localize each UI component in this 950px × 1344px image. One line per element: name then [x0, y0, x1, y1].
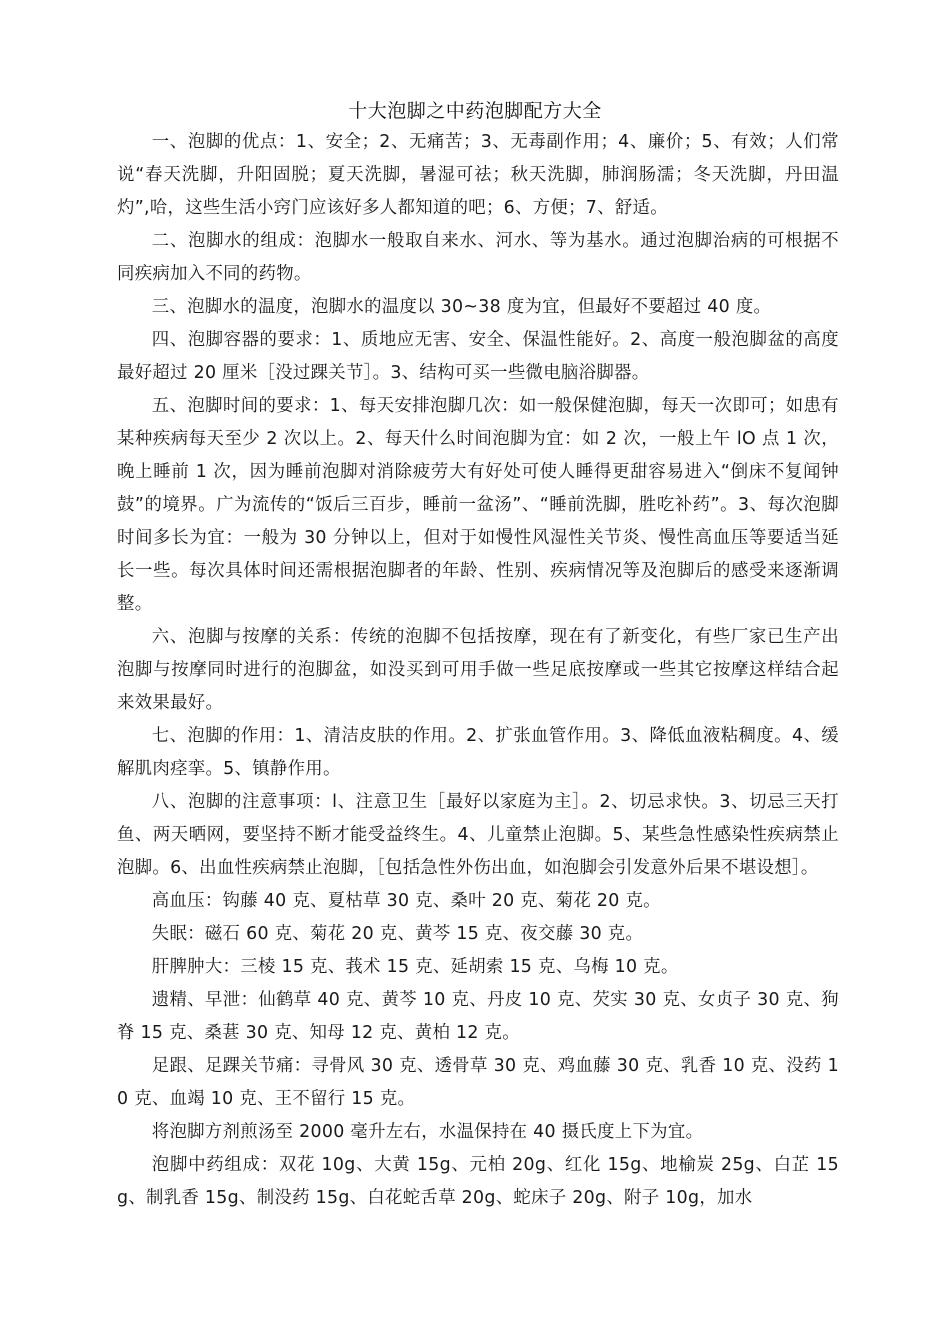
- paragraph-herb-composition: 泡脚中药组成：双花 10g、大黄 15g、元柏 20g、红化 15g、地榆炭 25g、白芷 15g、制乳香 15g、制没药 15g、白花蛇舌草 20g、蛇床子 20g、附子 10g，加水: [117, 1155, 839, 1208]
- document-title: 十大泡脚之中药泡脚配方大全: [348, 100, 602, 122]
- paragraph-precautions: 八、泡脚的注意事项：l、注意卫生［最好以家庭为主］。2、切忌求快。3、切忌三天打鱼、两天晒网，要坚持不断才能受益终生。4、儿童禁止泡脚。5、某些急性感染性疾病禁止泡脚。6、出血性疾病禁止泡脚，［包括急性外伤出血，如泡脚会引发意外后果不堪设想］。: [117, 792, 839, 878]
- paragraph-water-temperature: 三、泡脚水的温度，泡脚水的温度以 30~38 度为宜，但最好不要超过 40 度。: [151, 297, 772, 317]
- paragraph-container: 四、泡脚容器的要求：1、质地应无害、安全、保温性能好。2、高度一般泡脚盆的高度最好超过 20 厘米［没过踝关节］。3、结构可买一些微电脑浴脚器。: [117, 330, 839, 383]
- paragraph-benefits: 一、泡脚的优点：1、安全；2、无痛苦；3、无毒副作用；4、廉价；5、有效；人们常说“春天洗脚，升阳固脱；夏天洗脚，暑湿可祛；秋天洗脚，肺润肠濡；冬天洗脚，丹田温灼”,哈，这些生活小窍门应该好多人都知道的吧；6、方便；7、舒适。: [117, 132, 839, 218]
- recipe-hypertension: 高血压：钩藤 40 克、夏枯草 30 克、桑叶 20 克、菊花 20 克。: [151, 891, 661, 911]
- paragraph-timing: 五、泡脚时间的要求：1、每天安排泡脚几次：如一般保健泡脚，每天一次即可；如患有某种疾病每天至少 2 次以上。2、每天什么时间泡脚为宜：如 2 次，一般上午 lO 点 1 次，晚上睡前 1 次，因为睡前泡脚对消除疲劳大有好处可使人睡得更甜容易进入“倒床不复闻钟鼓”的境界。广为流传的“饭后三百步，睡前一盆汤”、“睡前洗脚，胜吃补药”。3、每次泡脚时间多长为宜：一般为 30 分钟以上，但对于如慢性风湿性关节炎、慢性高血压等要适当延长一些。每次具体时间还需根据泡脚者的年龄、性别、疾病情况等及泡脚后的感受来逐渐调整。: [117, 396, 839, 614]
- recipe-spermatorrhea: 遗精、早泄：仙鹤草 40 克、黄芩 10 克、丹皮 10 克、芡实 30 克、女贞子 30 克、狗脊 15 克、桑葚 30 克、知母 12 克、黄柏 12 克。: [117, 990, 839, 1043]
- recipe-heel-ankle-pain: 足跟、足踝关节痛：寻骨风 30 克、透骨草 30 克、鸡血藤 30 克、乳香 10 克、没药 10 克、血竭 10 克、王不留行 15 克。: [117, 1056, 839, 1109]
- paragraph-water-composition: 二、泡脚水的组成：泡脚水一般取自来水、河水、等为基水。通过泡脚治病的可根据不同疾病加入不同的药物。: [117, 231, 839, 284]
- paragraph-massage: 六、泡脚与按摩的关系：传统的泡脚不包括按摩，现在有了新变化，有些厂家已生产出泡脚与按摩同时进行的泡脚盆，如没买到可用手做一些足底按摩或一些其它按摩这样结合起来效果最好。: [117, 627, 839, 713]
- paragraph-effects: 七、泡脚的作用：1、清洁皮肤的作用。2、扩张血管作用。3、降低血液粘稠度。4、缓解肌肉痉挛。5、镇静作用。: [117, 726, 839, 779]
- recipe-hepatosplenomegaly: 肝脾肿大：三棱 15 克、莪术 15 克、延胡索 15 克、乌梅 10 克。: [151, 957, 679, 977]
- recipe-insomnia: 失眠：磁石 60 克、菊花 20 克、黄芩 15 克、夜交藤 30 克。: [151, 924, 644, 944]
- paragraph-decoction: 将泡脚方剂煎汤至 2000 毫升左右，水温保持在 40 摄氏度上下为宜。: [151, 1122, 704, 1142]
- document-body: [117, 126, 839, 1215]
